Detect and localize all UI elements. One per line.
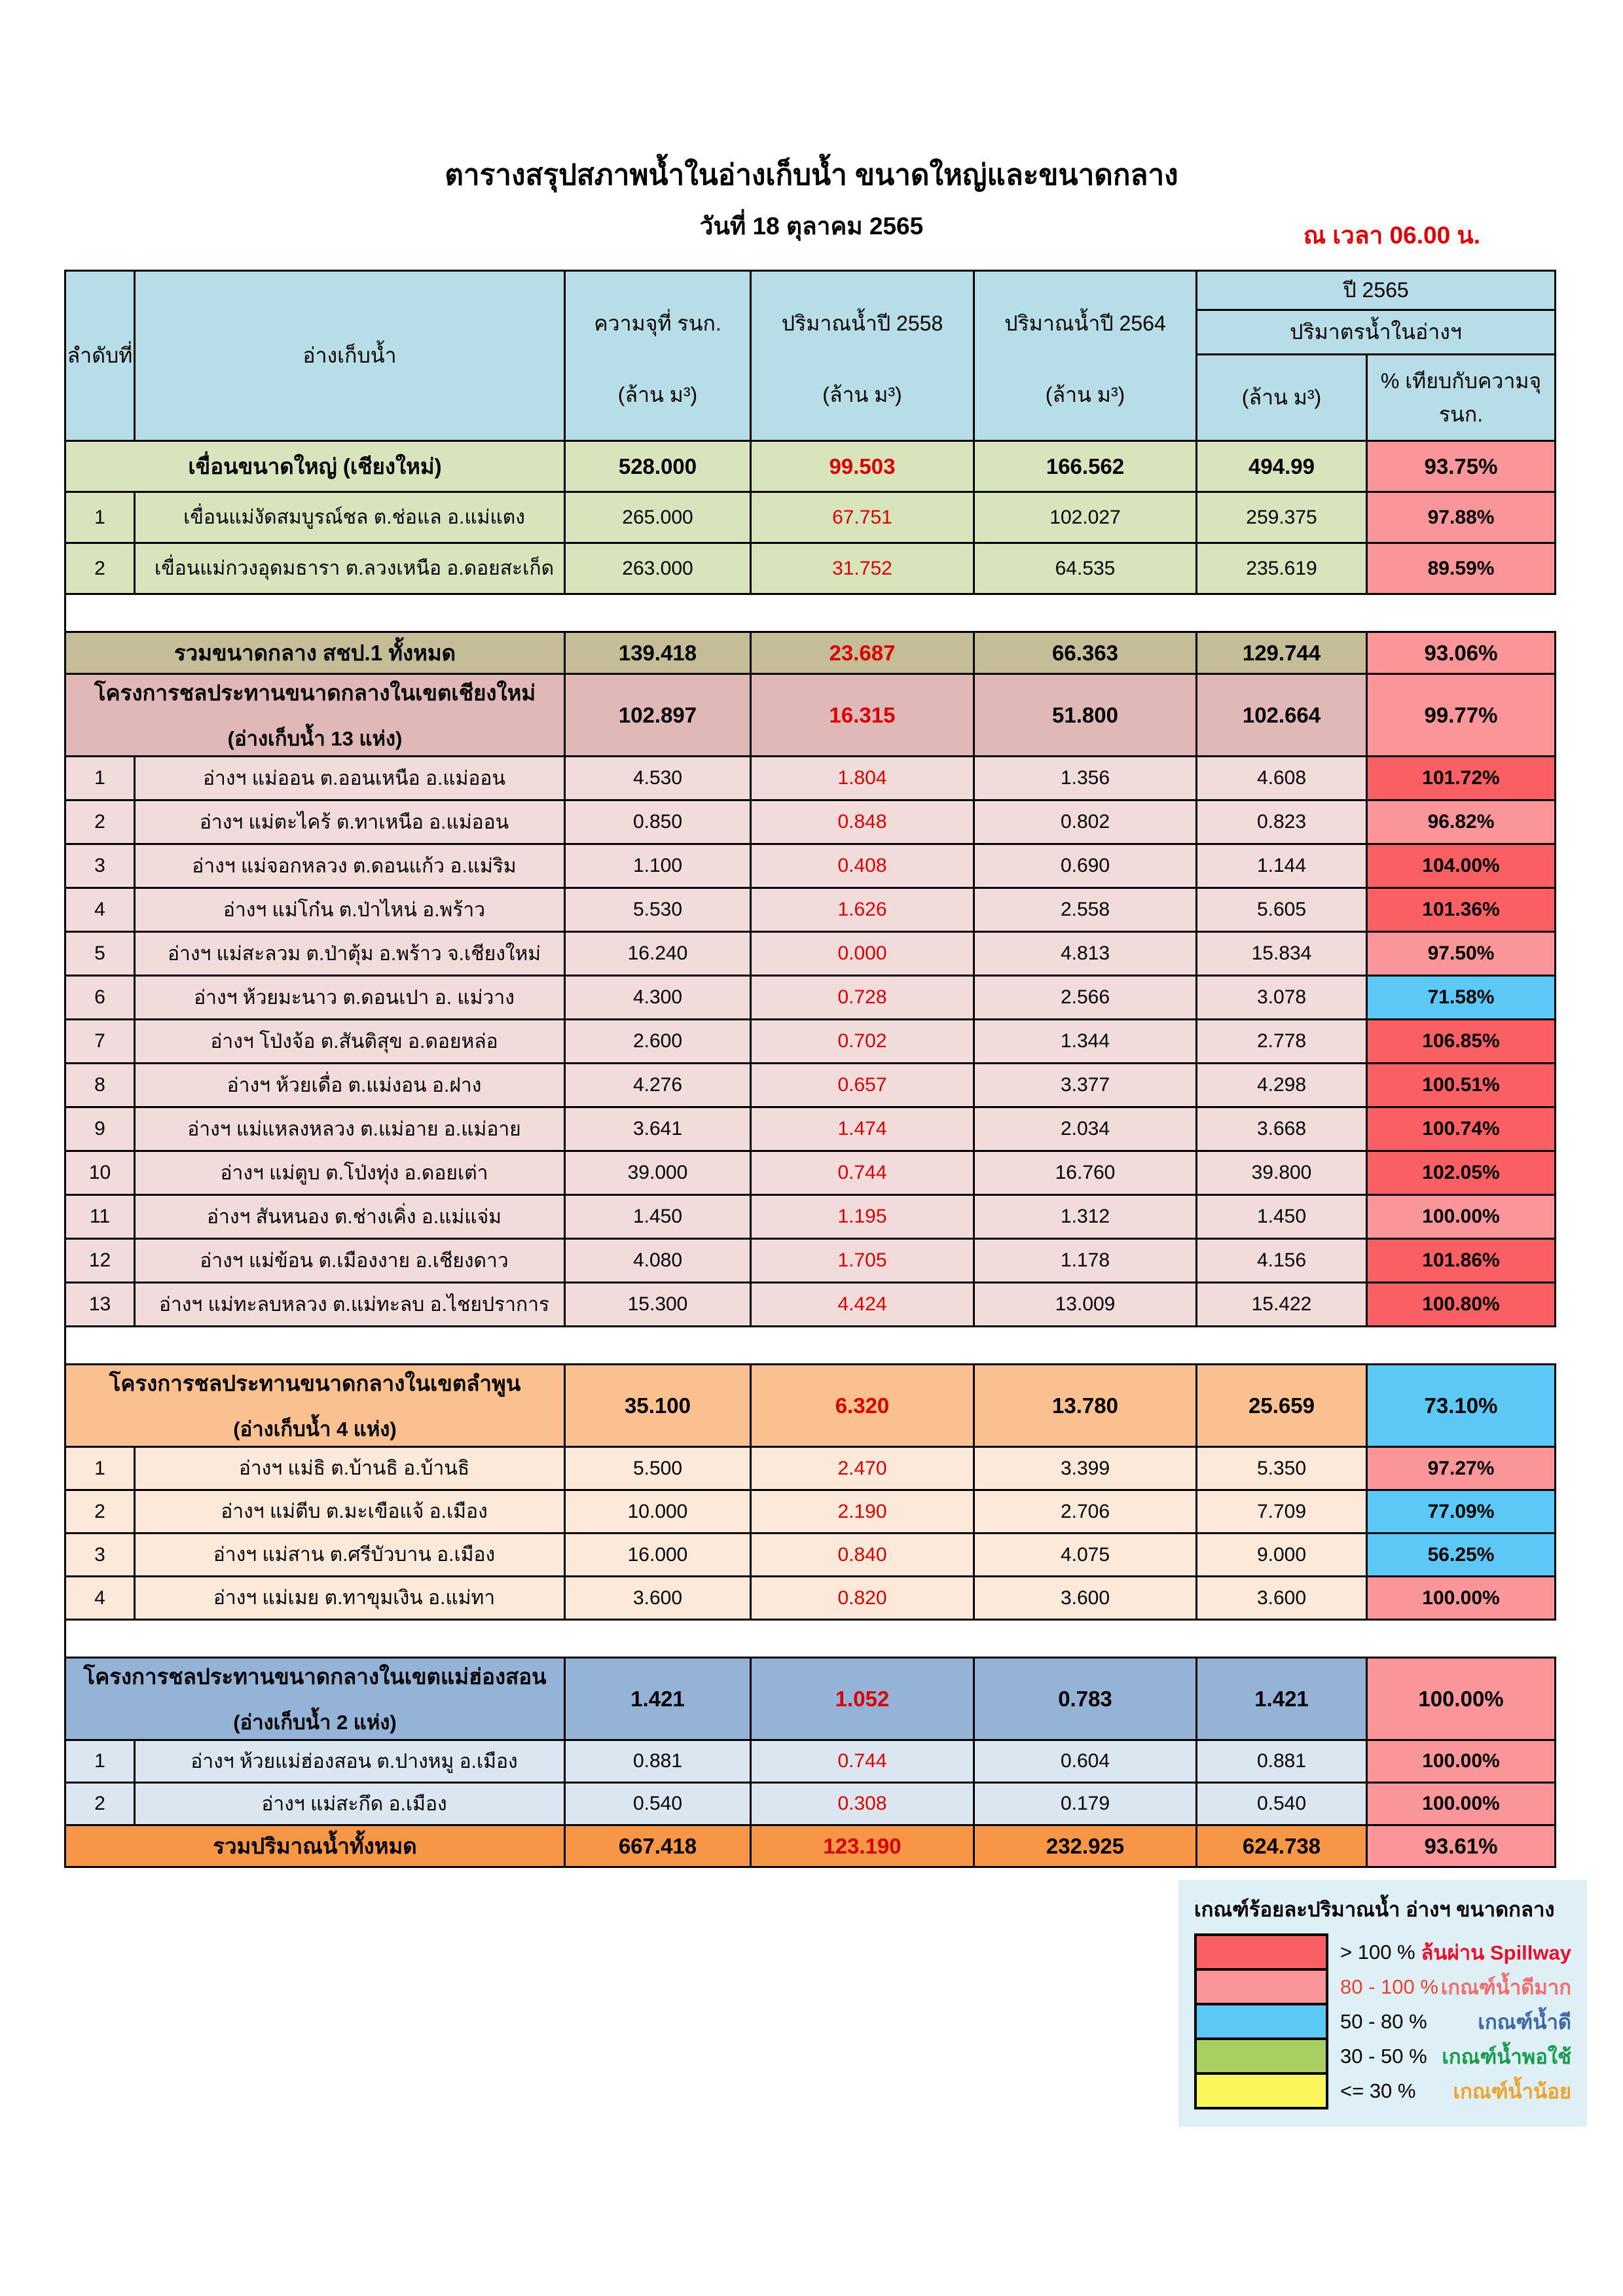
capacity-label: ความจุที่ รนก. — [594, 311, 721, 335]
column-header-capacity — [565, 271, 751, 441]
percent-value: 97.27% — [1367, 1447, 1556, 1490]
y2565-volume-value: 39.800 — [1197, 1151, 1367, 1195]
y2558-value: 31.752 — [751, 543, 974, 594]
section-title — [65, 1658, 565, 1740]
y2565-volume-value: 0.881 — [1197, 1740, 1367, 1783]
y2558-value: 0.728 — [751, 976, 974, 1020]
reservoir-name: อ่างฯ ห้วยแม่ฮ่องสอน ต.ปางหมู อ.เมือง — [135, 1740, 565, 1783]
y2558-value: 6.320 — [751, 1365, 974, 1447]
y2564-value: 1.178 — [974, 1239, 1197, 1283]
y2565-volume-value: 4.156 — [1197, 1239, 1367, 1283]
percent-value: 100.00% — [1367, 1658, 1556, 1740]
y2564-value: 2.558 — [974, 888, 1197, 932]
percent-value: 93.61% — [1367, 1825, 1556, 1867]
y2564-value: 13.780 — [974, 1365, 1197, 1447]
percent-value: 101.36% — [1367, 888, 1556, 932]
row-number: 2 — [65, 1783, 135, 1825]
capacity-value: 263.000 — [565, 543, 751, 594]
legend-item — [1194, 1933, 1571, 1971]
reservoir-table — [64, 270, 1556, 1868]
vol2565-unit: (ล้าน ม³) — [1197, 355, 1367, 441]
column-header-reservoir: อ่างเก็บน้ำ — [135, 271, 565, 441]
percent-value: 100.80% — [1367, 1283, 1556, 1327]
y2558-value: 1.474 — [751, 1107, 974, 1151]
section-title-line1: โครงการชลประทานขนาดกลางในเขตลำพูน — [109, 1371, 521, 1395]
reservoir-row — [65, 844, 1556, 888]
capacity-value: 5.530 — [565, 888, 751, 932]
y2564-value: 1.356 — [974, 757, 1197, 800]
y2564-value: 3.377 — [974, 1064, 1197, 1107]
y2565-volume-value: 1.421 — [1197, 1658, 1367, 1740]
y2565-volume-value: 4.608 — [1197, 757, 1367, 800]
reservoir-row — [65, 800, 1556, 844]
percent-value: 100.00% — [1367, 1783, 1556, 1825]
reservoir-row — [65, 1020, 1556, 1064]
column-header-y2565: ปี 2565 — [1197, 271, 1556, 310]
section-summary-row-large — [65, 441, 1556, 492]
y2558-value: 0.408 — [751, 844, 974, 888]
section-title-line2: (อ่างเก็บน้ำ 4 แห่ง) — [233, 1418, 397, 1441]
y2564-value: 2.706 — [974, 1490, 1197, 1534]
capacity-value: 15.300 — [565, 1283, 751, 1327]
legend-range-text: > 100 % — [1340, 1940, 1415, 1964]
row-number: 6 — [65, 976, 135, 1020]
capacity-value: 10.000 — [565, 1490, 751, 1534]
reservoir-row — [65, 492, 1556, 543]
percent-value: 106.85% — [1367, 1020, 1556, 1064]
percent-value: 89.59% — [1367, 543, 1556, 594]
reservoir-name: อ่างฯ แม่ตะไคร้ ต.ทาเหนือ อ.แม่ออน — [135, 800, 565, 844]
y2565-volume-value: 7.709 — [1197, 1490, 1367, 1534]
y2564-value: 64.535 — [974, 543, 1197, 594]
capacity-value: 3.641 — [565, 1107, 751, 1151]
y2565-volume-value: 0.823 — [1197, 800, 1367, 844]
percent-value: 73.10% — [1367, 1365, 1556, 1447]
y2565-volume-value: 624.738 — [1197, 1825, 1367, 1867]
reservoir-row — [65, 1195, 1556, 1239]
reservoir-name: อ่างฯ แม่แหลงหลวง ต.แม่อาย อ.แม่อาย — [135, 1107, 565, 1151]
capacity-unit: (ล้าน ม³) — [617, 382, 698, 406]
reservoir-row — [65, 1490, 1556, 1534]
row-number: 10 — [65, 1151, 135, 1195]
capacity-value: 2.600 — [565, 1020, 751, 1064]
section-title — [65, 1365, 565, 1447]
reservoir-name: เขื่อนแม่งัดสมบูรณ์ชล ต.ช่อแล อ.แม่แตง — [135, 492, 565, 543]
reservoir-name: อ่างฯ แม่ธิ ต.บ้านธิ อ.บ้านธิ — [135, 1447, 565, 1490]
column-header-percent: % เทียบกับความจุ รนก. — [1367, 355, 1556, 441]
row-number: 2 — [65, 1490, 135, 1534]
row-number: 2 — [65, 543, 135, 594]
y2564-value: 2.034 — [974, 1107, 1197, 1151]
legend-item — [1194, 2003, 1571, 2040]
report-date: วันที่ 18 ตุลาคม 2565 — [699, 213, 924, 240]
y2558-value: 0.702 — [751, 1020, 974, 1064]
capacity-value: 3.600 — [565, 1577, 751, 1620]
reservoir-row — [65, 1064, 1556, 1107]
capacity-value: 1.421 — [565, 1658, 751, 1740]
y2565-volume-value: 102.664 — [1197, 674, 1367, 757]
y2558-value: 67.751 — [751, 492, 974, 543]
section-title-line1: โครงการชลประทานขนาดกลางในเขตแม่ฮ่องสอน — [83, 1664, 547, 1689]
reservoir-name: อ่างฯ ห้วยเดื่อ ต.แม่งอน อ.ฝาง — [135, 1064, 565, 1107]
row-number: 8 — [65, 1064, 135, 1107]
reservoir-row — [65, 976, 1556, 1020]
percent-value: 100.51% — [1367, 1064, 1556, 1107]
y2565-volume-value: 3.600 — [1197, 1577, 1367, 1620]
legend-item — [1194, 2072, 1571, 2109]
reservoir-name: อ่างฯ สันหนอง ต.ช่างเคิ่ง อ.แม่แจ่ม — [135, 1195, 565, 1239]
reservoir-name: อ่างฯ แม่สะลวม ต.ป่าตุ้ม อ.พร้าว จ.เชียงใหม่ — [135, 932, 565, 976]
y2558-value: 99.503 — [751, 441, 974, 492]
legend-category-label: เกณฑ์น้ำดี — [1478, 2010, 1571, 2034]
y2558-value: 1.804 — [751, 757, 974, 800]
y2565-volume-value: 3.078 — [1197, 976, 1367, 1020]
row-number: 11 — [65, 1195, 135, 1239]
percent-value: 93.75% — [1367, 441, 1556, 492]
capacity-value: 1.450 — [565, 1195, 751, 1239]
y2565-volume-value: 0.540 — [1197, 1783, 1367, 1825]
percent-value: 97.50% — [1367, 932, 1556, 976]
reservoir-row — [65, 1783, 1556, 1825]
spacer-row — [65, 594, 1556, 632]
y2558-value: 0.848 — [751, 800, 974, 844]
capacity-value: 16.000 — [565, 1534, 751, 1577]
y2558-value: 1.626 — [751, 888, 974, 932]
capacity-value: 35.100 — [565, 1365, 751, 1447]
y2564-value: 2.566 — [974, 976, 1197, 1020]
y2564-value: 0.783 — [974, 1658, 1197, 1740]
percent-value: 96.82% — [1367, 800, 1556, 844]
percent-value: 102.05% — [1367, 1151, 1556, 1195]
y2565-volume-value: 15.834 — [1197, 932, 1367, 976]
row-number: 9 — [65, 1107, 135, 1151]
reservoir-name: อ่างฯ แม่ทะลบหลวง ต.แม่ทะลบ อ.ไชยปราการ — [135, 1283, 565, 1327]
reservoir-name: อ่างฯ แม่ตีบ ต.มะเขือแจ้ อ.เมือง — [135, 1490, 565, 1534]
y2564-value: 102.027 — [974, 492, 1197, 543]
legend-range-text: 80 - 100 % — [1340, 1975, 1438, 1998]
table-body — [65, 441, 1556, 1867]
row-number: 13 — [65, 1283, 135, 1327]
section-title-line1: โครงการชลประทานขนาดกลางในเขตเชียงใหม่ — [94, 681, 536, 705]
y2565-volume-value: 2.778 — [1197, 1020, 1367, 1064]
y2564-value: 0.179 — [974, 1783, 1197, 1825]
total-row-medium-total — [65, 632, 1556, 674]
y2558-value: 0.000 — [751, 932, 974, 976]
y2564-value: 3.600 — [974, 1577, 1197, 1620]
row-number: 1 — [65, 1447, 135, 1490]
capacity-value: 0.881 — [565, 1740, 751, 1783]
legend-color-swatch — [1194, 2003, 1328, 2040]
reservoir-row — [65, 888, 1556, 932]
percent-value: 100.00% — [1367, 1577, 1556, 1620]
reservoir-name: อ่างฯ โป่งจ้อ ต.สันติสุข อ.ดอยหล่อ — [135, 1020, 565, 1064]
reservoir-row — [65, 932, 1556, 976]
reservoir-name: อ่างฯ แม่โก๋น ต.ป่าไหน่ อ.พร้าว — [135, 888, 565, 932]
row-number: 3 — [65, 844, 135, 888]
y2558-value: 0.840 — [751, 1534, 974, 1577]
legend-color-swatch — [1194, 2072, 1328, 2109]
y2558-value: 2.470 — [751, 1447, 974, 1490]
capacity-value: 265.000 — [565, 492, 751, 543]
reservoir-row — [65, 1151, 1556, 1195]
y2564-value: 1.312 — [974, 1195, 1197, 1239]
y2565-volume-value: 5.605 — [1197, 888, 1367, 932]
y2565-volume-value: 15.422 — [1197, 1283, 1367, 1327]
spacer-cell — [65, 1620, 1556, 1658]
y2565-volume-value: 25.659 — [1197, 1365, 1367, 1447]
column-header-y2558 — [751, 271, 974, 441]
y2565-volume-value: 9.000 — [1197, 1534, 1367, 1577]
reservoir-name: อ่างฯ แม่เมย ต.ทาขุมเงิน อ.แม่ทา — [135, 1577, 565, 1620]
percent-value: 100.74% — [1367, 1107, 1556, 1151]
capacity-value: 139.418 — [565, 632, 751, 674]
capacity-value: 1.100 — [565, 844, 751, 888]
y2564-value: 1.344 — [974, 1020, 1197, 1064]
capacity-value: 4.530 — [565, 757, 751, 800]
legend-item — [1194, 2037, 1571, 2075]
page-title: ตารางสรุปสภาพน้ำในอ่างเก็บน้ำ ขนาดใหญ่และขนาดกลาง — [445, 159, 1178, 191]
section-title-line2: (อ่างเก็บน้ำ 2 แห่ง) — [233, 1711, 397, 1734]
legend-category-label: เกณฑ์น้ำพอใช้ — [1442, 2045, 1571, 2068]
row-number: 1 — [65, 757, 135, 800]
y2558-value: 1.705 — [751, 1239, 974, 1283]
section-summary-row-mhs — [65, 1658, 1556, 1740]
y2564-value: 16.760 — [974, 1151, 1197, 1195]
spacer-row — [65, 1327, 1556, 1365]
percent-value: 93.06% — [1367, 632, 1556, 674]
reservoir-row — [65, 1107, 1556, 1151]
capacity-value: 0.850 — [565, 800, 751, 844]
y2564-value: 232.925 — [974, 1825, 1197, 1867]
legend-category-label: เกณฑ์น้ำน้อย — [1453, 2079, 1571, 2103]
row-number: 5 — [65, 932, 135, 976]
row-number: 7 — [65, 1020, 135, 1064]
y2564-unit: (ล้าน ม³) — [1045, 382, 1125, 406]
total-row-grand-total — [65, 1825, 1556, 1867]
capacity-value: 102.897 — [565, 674, 751, 757]
y2565-volume-value: 129.744 — [1197, 632, 1367, 674]
capacity-value: 4.080 — [565, 1239, 751, 1283]
reservoir-row — [65, 1283, 1556, 1327]
legend-range-text: 30 - 50 % — [1340, 2044, 1427, 2068]
percent-value: 97.88% — [1367, 492, 1556, 543]
y2558-value: 0.820 — [751, 1577, 974, 1620]
percent-value: 56.25% — [1367, 1534, 1556, 1577]
y2564-value: 4.813 — [974, 932, 1197, 976]
reservoir-name: อ่างฯ แม่สาน ต.ศรีบัวบาน อ.เมือง — [135, 1534, 565, 1577]
y2565-volume-value: 3.668 — [1197, 1107, 1367, 1151]
y2558-value: 0.657 — [751, 1064, 974, 1107]
y2565-volume-value: 5.350 — [1197, 1447, 1367, 1490]
legend-items — [1194, 1933, 1571, 2109]
row-number: 2 — [65, 800, 135, 844]
y2564-label: ปริมาณน้ำปี 2564 — [1004, 311, 1166, 335]
percent-value: 104.00% — [1367, 844, 1556, 888]
row-number: 1 — [65, 1740, 135, 1783]
y2558-value: 2.190 — [751, 1490, 974, 1534]
reservoir-name: อ่างฯ แม่ตูบ ต.โป่งทุ่ง อ.ดอยเต่า — [135, 1151, 565, 1195]
y2558-unit: (ล้าน ม³) — [822, 382, 902, 406]
legend-range-text: 50 - 80 % — [1340, 2009, 1427, 2033]
y2564-value: 166.562 — [974, 441, 1197, 492]
column-header-vol2565: ปริมาตรน้ำในอ่างฯ — [1197, 310, 1556, 355]
percent-value: 99.77% — [1367, 674, 1556, 757]
reservoir-name: อ่างฯ แม่สะกึด อ.เมือง — [135, 1783, 565, 1825]
reservoir-name: อ่างฯ แม่จอกหลวง ต.ดอนแก้ว อ.แม่ริม — [135, 844, 565, 888]
legend-color-swatch — [1194, 1933, 1328, 1971]
section-title-line2: (อ่างเก็บน้ำ 13 แห่ง) — [227, 727, 403, 750]
legend-category-label: เกณฑ์น้ำดีมาก — [1440, 1975, 1571, 1999]
row-number: 12 — [65, 1239, 135, 1283]
reservoir-name: อ่างฯ แม่ข้อน ต.เมืองงาย อ.เชียงดาว — [135, 1239, 565, 1283]
reservoir-row — [65, 1447, 1556, 1490]
y2558-value: 0.744 — [751, 1740, 974, 1783]
percent-value: 100.00% — [1367, 1195, 1556, 1239]
section-title — [65, 674, 565, 757]
row-number: 4 — [65, 888, 135, 932]
y2564-value: 0.690 — [974, 844, 1197, 888]
y2558-label: ปริมาณน้ำปี 2558 — [781, 311, 943, 335]
y2564-value: 4.075 — [974, 1534, 1197, 1577]
row-number: 4 — [65, 1577, 135, 1620]
y2564-value: 66.363 — [974, 632, 1197, 674]
reservoir-name: อ่างฯ แม่ออน ต.ออนเหนือ อ.แม่ออน — [135, 757, 565, 800]
capacity-value: 5.500 — [565, 1447, 751, 1490]
y2565-volume-value: 235.619 — [1197, 543, 1367, 594]
table-header — [65, 271, 1556, 441]
y2565-volume-value: 4.298 — [1197, 1064, 1367, 1107]
reservoir-row — [65, 757, 1556, 800]
reservoir-row — [65, 1740, 1556, 1783]
legend-color-swatch — [1194, 1968, 1328, 2005]
y2558-value: 4.424 — [751, 1283, 974, 1327]
legend-item — [1194, 1968, 1571, 2005]
legend-title: เกณฑ์ร้อยละปริมาณน้ำ อ่างฯ ขนาดกลาง — [1194, 1898, 1555, 1921]
y2564-value: 0.604 — [974, 1740, 1197, 1783]
reservoir-name: อ่างฯ ห้วยมะนาว ต.ดอนเปา อ. แม่วาง — [135, 976, 565, 1020]
percent-value: 77.09% — [1367, 1490, 1556, 1534]
y2564-value: 0.802 — [974, 800, 1197, 844]
reservoir-row — [65, 1577, 1556, 1620]
y2564-value: 51.800 — [974, 674, 1197, 757]
reservoir-row — [65, 1534, 1556, 1577]
capacity-value: 667.418 — [565, 1825, 751, 1867]
capacity-value: 0.540 — [565, 1783, 751, 1825]
capacity-value: 16.240 — [565, 932, 751, 976]
spacer-row — [65, 1620, 1556, 1658]
section-title-line1: เขื่อนขนาดใหญ่ (เชียงใหม่) — [188, 454, 442, 478]
section-title — [65, 441, 565, 492]
percent-value: 101.72% — [1367, 757, 1556, 800]
capacity-value: 4.276 — [565, 1064, 751, 1107]
spacer-cell — [65, 594, 1556, 632]
reservoir-row — [65, 543, 1556, 594]
y2558-value: 0.744 — [751, 1151, 974, 1195]
section-summary-row-lp — [65, 1365, 1556, 1447]
percent-value: 101.86% — [1367, 1239, 1556, 1283]
y2558-value: 1.195 — [751, 1195, 974, 1239]
y2564-value: 3.399 — [974, 1447, 1197, 1490]
column-header-y2564 — [974, 271, 1197, 441]
capacity-value: 39.000 — [565, 1151, 751, 1195]
y2558-value: 0.308 — [751, 1783, 974, 1825]
capacity-value: 528.000 — [565, 441, 751, 492]
y2565-volume-value: 494.99 — [1197, 441, 1367, 492]
y2558-value: 1.052 — [751, 1658, 974, 1740]
y2558-value: 123.190 — [751, 1825, 974, 1867]
legend-range-text: <= 30 % — [1340, 2079, 1416, 2102]
row-number: 1 — [65, 492, 135, 543]
report-time-note: ณ เวลา 06.00 น. — [1303, 222, 1480, 249]
capacity-value: 4.300 — [565, 976, 751, 1020]
percent-value: 71.58% — [1367, 976, 1556, 1020]
summary-label: รวมขนาดกลาง สชป.1 ทั้งหมด — [65, 632, 565, 674]
section-summary-row-cm — [65, 674, 1556, 757]
spacer-cell — [65, 1327, 1556, 1365]
column-header-no: ลำดับที่ — [65, 271, 135, 441]
y2558-value: 23.687 — [751, 632, 974, 674]
row-number: 3 — [65, 1534, 135, 1577]
y2565-volume-value: 259.375 — [1197, 492, 1367, 543]
reservoir-name: เขื่อนแม่กวงอุดมธารา ต.ลวงเหนือ อ.ดอยสะเก็ด — [135, 543, 565, 594]
legend-color-swatch — [1194, 2037, 1328, 2075]
percent-value: 100.00% — [1367, 1740, 1556, 1783]
legend-panel — [1178, 1880, 1587, 2126]
summary-label: รวมปริมาณน้ำทั้งหมด — [65, 1825, 565, 1867]
y2565-volume-value: 1.144 — [1197, 844, 1367, 888]
y2564-value: 13.009 — [974, 1283, 1197, 1327]
y2565-volume-value: 1.450 — [1197, 1195, 1367, 1239]
reservoir-row — [65, 1239, 1556, 1283]
legend-category-label: ล้นผ่าน Spillway — [1421, 1941, 1571, 1964]
y2558-value: 16.315 — [751, 674, 974, 757]
